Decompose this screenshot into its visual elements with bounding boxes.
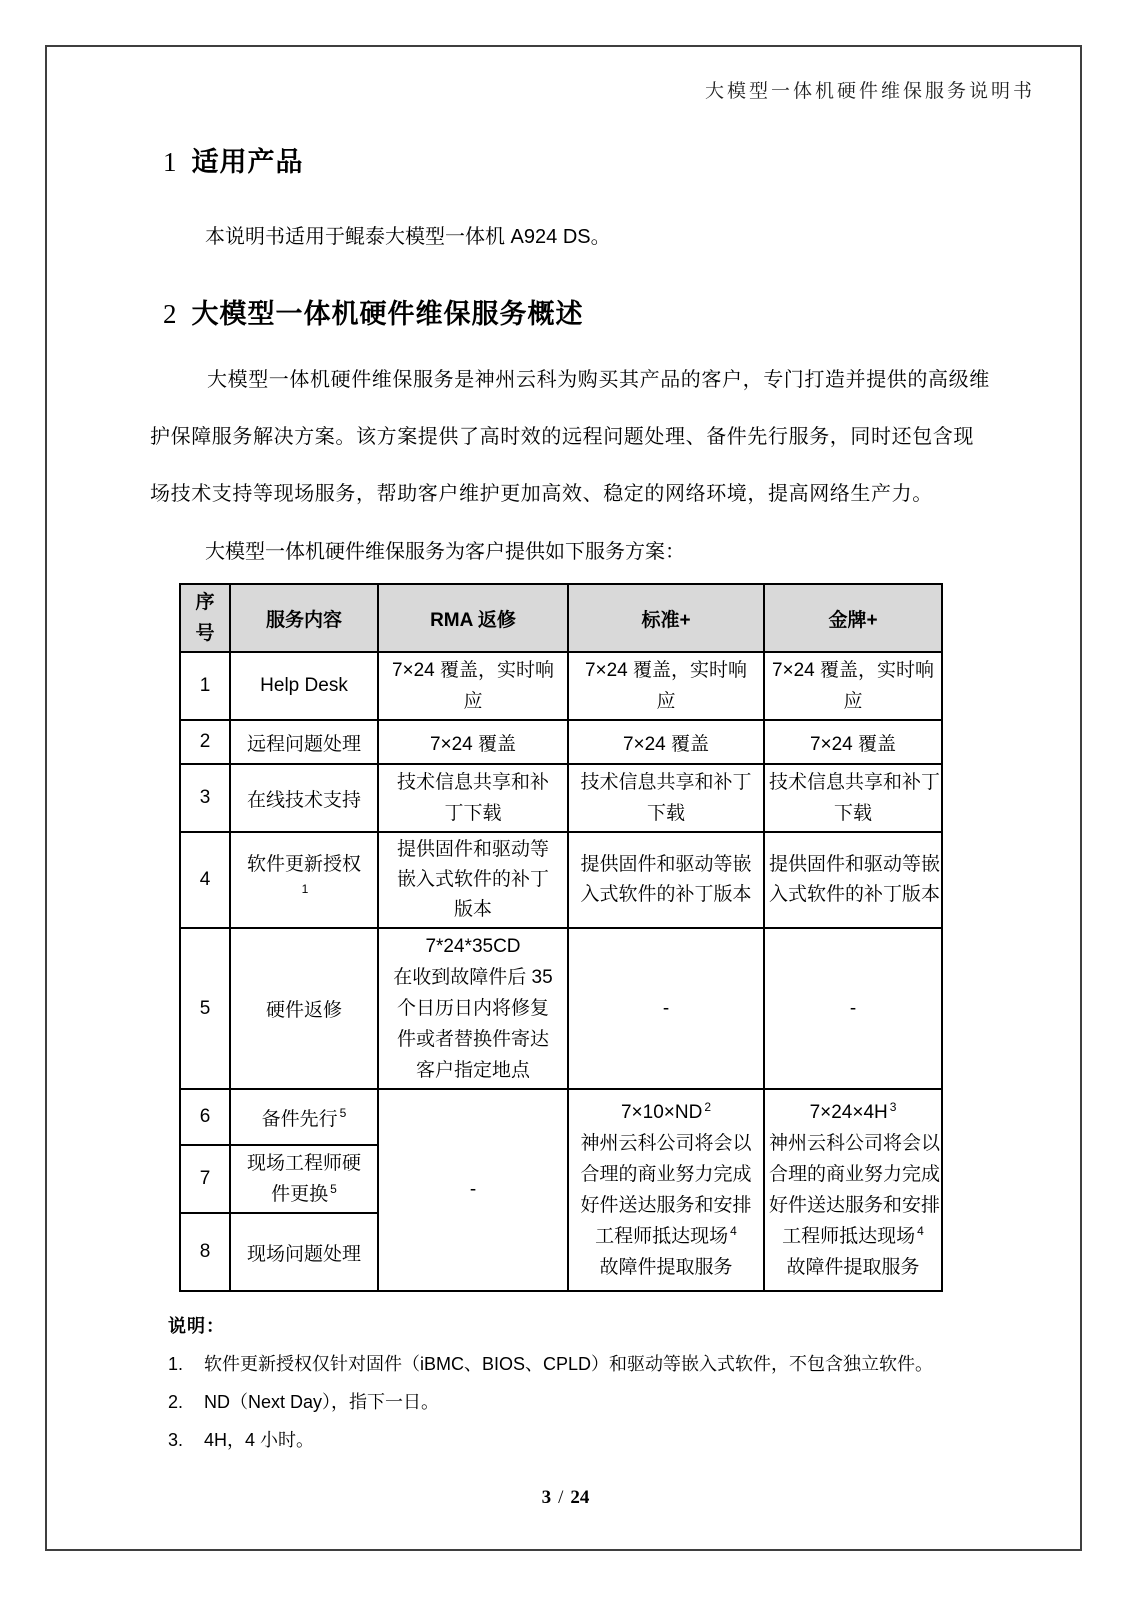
cell-rma: 提供固件和驱动等 嵌入式软件的补丁 版本 [378, 832, 568, 928]
footnote-marker: 5 [330, 1181, 337, 1196]
table-lead-in: 大模型一体机硬件维保服务为客户提供如下服务方案： [205, 541, 685, 563]
note-text: 软件更新授权仅针对固件（iBMC、BIOS、CPLD）和驱动等嵌入式软件，不包含独立软件。 [204, 1354, 934, 1374]
section-number: 1 [163, 147, 177, 177]
total-page-count: 24 [570, 1487, 590, 1508]
cell-rma-merged: - [378, 1089, 568, 1291]
cell-no: 7 [180, 1145, 230, 1213]
table-row [180, 1089, 942, 1145]
cell-no: 2 [180, 720, 230, 764]
table-header-row [180, 584, 942, 652]
page-number-separator: / [558, 1487, 564, 1508]
section-1-heading [163, 140, 304, 179]
footnote-marker: 4 [730, 1223, 737, 1238]
table-row [180, 928, 942, 1089]
paragraph-line: 护保障服务解决方案。该方案提供了高时效的远程问题处理、备件先行服务，同时还包含现 [150, 426, 974, 448]
cell-service: Help Desk [230, 652, 378, 720]
note-text: 4H，4 小时。 [204, 1430, 315, 1450]
cell-standard: 7×24 覆盖 [568, 720, 764, 764]
running-header: 大模型一体机硬件维保服务说明书 [704, 81, 1035, 102]
cell-service: 现场工程师硬 件更换 $^5$ [230, 1145, 378, 1213]
cell-gold: 技术信息共享和补丁 下载 [764, 764, 942, 832]
paragraph-line: 大模型一体机硬件维保服务是神州云科为购买其产品的客户，专门打造并提供的高级维 [207, 369, 990, 391]
section-title: 大模型一体机硬件维保服务概述 [191, 299, 584, 329]
header-service: 服务内容 [230, 584, 378, 652]
note-item [168, 1389, 992, 1416]
header-gold: 金牌+ [764, 584, 942, 652]
cell-service: 软件更新授权 $^1$ [230, 832, 378, 928]
note-item [168, 1351, 992, 1378]
service-plan-table [179, 583, 943, 1292]
footnote-marker: 1 [301, 881, 309, 896]
footnote-marker: 5 [339, 1106, 347, 1121]
note-text: ND（Next Day），指下一日。 [204, 1392, 440, 1412]
cell-no: 1 [180, 652, 230, 720]
cell-service: 现场问题处理 [230, 1213, 378, 1291]
cell-standard-merged: 7×10×ND $^2$ 神州云科公司将会以 合理的商业努力完成 好件送达服务和安排 工程师抵达现场 $^4$ 故障件提取服务 [568, 1089, 764, 1291]
header-no: 序 号 [180, 584, 230, 652]
table-row [180, 764, 942, 832]
cell-service: 硬件返修 [230, 928, 378, 1089]
cell-rma: 7×24 覆盖，实时响 应 [378, 652, 568, 720]
current-page-number: 3 [541, 1487, 552, 1508]
notes-label: 说明： [168, 1316, 225, 1336]
section-number: 2 [163, 299, 177, 329]
footnote-marker: 3 [889, 1099, 897, 1114]
header-rma: RMA 返修 [378, 584, 568, 652]
note-item [168, 1427, 992, 1454]
table-row [180, 832, 942, 928]
section-title: 适用产品 [191, 147, 304, 177]
paragraph-line: 场技术支持等现场服务，帮助客户维护更加高效、稳定的网络环境，提高网络生产力。 [150, 483, 933, 505]
cell-no: 8 [180, 1213, 230, 1291]
cell-gold-merged: 7×24×4H $^3$ 神州云科公司将会以 合理的商业努力完成 好件送达服务和安排 工程师抵达现场 $^4$ 故障件提取服务 [764, 1089, 942, 1291]
cell-gold: 7×24 覆盖 [764, 720, 942, 764]
cell-service: 备件先行 $^5$ [230, 1089, 378, 1145]
footnote-marker: 2 [704, 1099, 712, 1114]
cell-gold: 7×24 覆盖，实时响 应 [764, 652, 942, 720]
cell-no: 6 [180, 1089, 230, 1145]
page-footer [0, 1487, 1131, 1509]
table-row [180, 720, 942, 764]
cell-service: 远程问题处理 [230, 720, 378, 764]
notes-section [168, 1312, 992, 1454]
section-1-paragraph: 本说明书适用于鲲泰大模型一体机 A924 DS。 [205, 226, 611, 248]
header-standard: 标准+ [568, 584, 764, 652]
table-row [180, 652, 942, 720]
cell-standard: 提供固件和驱动等嵌 入式软件的补丁版本 [568, 832, 764, 928]
cell-gold: 提供固件和驱动等嵌 入式软件的补丁版本 [764, 832, 942, 928]
cell-gold: - [764, 928, 942, 1089]
cell-rma: 7*24*35CD 在收到故障件后 35 个日历日内将修复 件或者替换件寄达 客户指定地点 [378, 928, 568, 1089]
cell-standard: - [568, 928, 764, 1089]
cell-standard: 7×24 覆盖，实时响 应 [568, 652, 764, 720]
cell-standard: 技术信息共享和补丁 下载 [568, 764, 764, 832]
cell-rma: 7×24 覆盖 [378, 720, 568, 764]
note-number: 2. [168, 1392, 184, 1412]
cell-no: 5 [180, 928, 230, 1089]
note-number: 1. [168, 1354, 184, 1374]
footnote-marker: 4 [917, 1223, 924, 1238]
cell-service: 在线技术支持 [230, 764, 378, 832]
note-number: 3. [168, 1430, 184, 1450]
cell-no: 4 [180, 832, 230, 928]
cell-no: 3 [180, 764, 230, 832]
section-2-heading [163, 292, 584, 331]
section-2-paragraph [150, 352, 990, 523]
cell-rma: 技术信息共享和补 丁下载 [378, 764, 568, 832]
